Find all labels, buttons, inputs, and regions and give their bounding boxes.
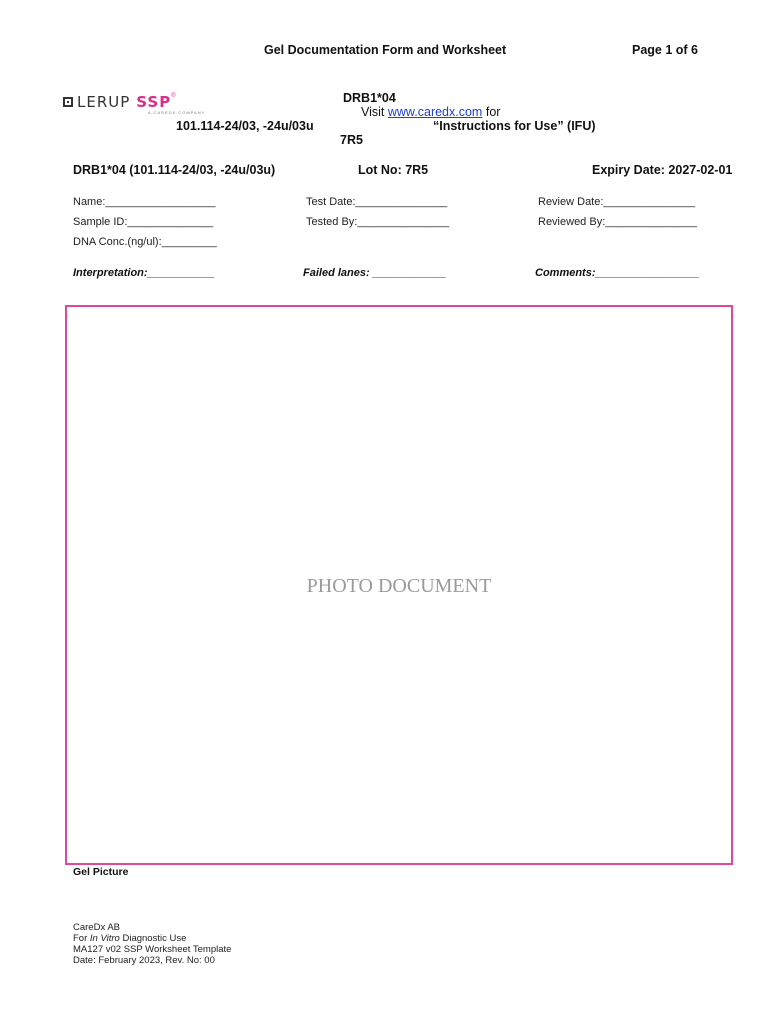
footer — [73, 922, 231, 966]
name-field[interactable]: Name:__________________ — [73, 196, 216, 208]
lot-number: Lot No: 7R5 — [358, 163, 429, 177]
footer-use-suffix: Diagnostic Use — [122, 933, 187, 944]
logo-brand-accent: SSP — [136, 93, 172, 111]
tested-by-field[interactable]: Tested By:_______________ — [306, 216, 450, 228]
lot-code: 7R5 — [340, 133, 363, 147]
comments-field[interactable]: Comments:_________________ — [535, 267, 700, 279]
footer-use-prefix: For — [73, 933, 88, 944]
failed-lanes-field[interactable]: Failed lanes: ____________ — [303, 267, 447, 279]
visit-prefix: Visit — [361, 105, 385, 119]
photo-placeholder: PHOTO DOCUMENT — [306, 575, 492, 597]
footer-use — [73, 933, 231, 944]
product-line: DRB1*04 (101.114-24/03, -24u/03u) — [73, 163, 276, 177]
gel-picture-caption: Gel Picture — [73, 866, 129, 878]
footer-template: MA127 v02 SSP Worksheet Template — [73, 944, 232, 955]
page-number: Page 1 of 6 — [632, 43, 698, 57]
document-title: Gel Documentation Form and Worksheet — [264, 43, 507, 57]
caredx-link[interactable]: www.caredx.com — [387, 105, 483, 119]
gel-photo-area[interactable] — [65, 305, 733, 865]
test-date-field[interactable]: Test Date:_______________ — [306, 196, 448, 208]
product-name: DRB1*04 — [343, 91, 396, 105]
olerup-ssp-logo — [63, 93, 176, 111]
footer-company: CareDx AB — [73, 922, 120, 933]
visit-line — [361, 105, 500, 119]
dna-conc-field[interactable]: DNA Conc.(ng/ul):_________ — [73, 236, 217, 248]
logo-mark-icon — [63, 97, 73, 107]
reviewed-by-field[interactable]: Reviewed By:_______________ — [538, 216, 698, 228]
catalog-number: 101.114-24/03, -24u/03u — [176, 119, 314, 133]
visit-for: for — [485, 105, 501, 119]
expiry-date: Expiry Date: 2027-02-01 — [592, 163, 733, 177]
logo-registered: ® — [171, 93, 176, 99]
ifu-text: “Instructions for Use” (IFU) — [433, 119, 596, 133]
logo-tagline: A CAREDX COMPANY — [148, 110, 206, 115]
footer-use-italic: In Vitro — [89, 933, 120, 944]
review-date-field[interactable]: Review Date:_______________ — [538, 196, 696, 208]
logo-brand: LERUP — [77, 93, 131, 111]
interpretation-field[interactable]: Interpretation:___________ — [73, 267, 215, 279]
sample-id-field[interactable]: Sample ID:______________ — [73, 216, 214, 228]
footer-date: Date: February 2023, Rev. No: 00 — [73, 955, 215, 966]
